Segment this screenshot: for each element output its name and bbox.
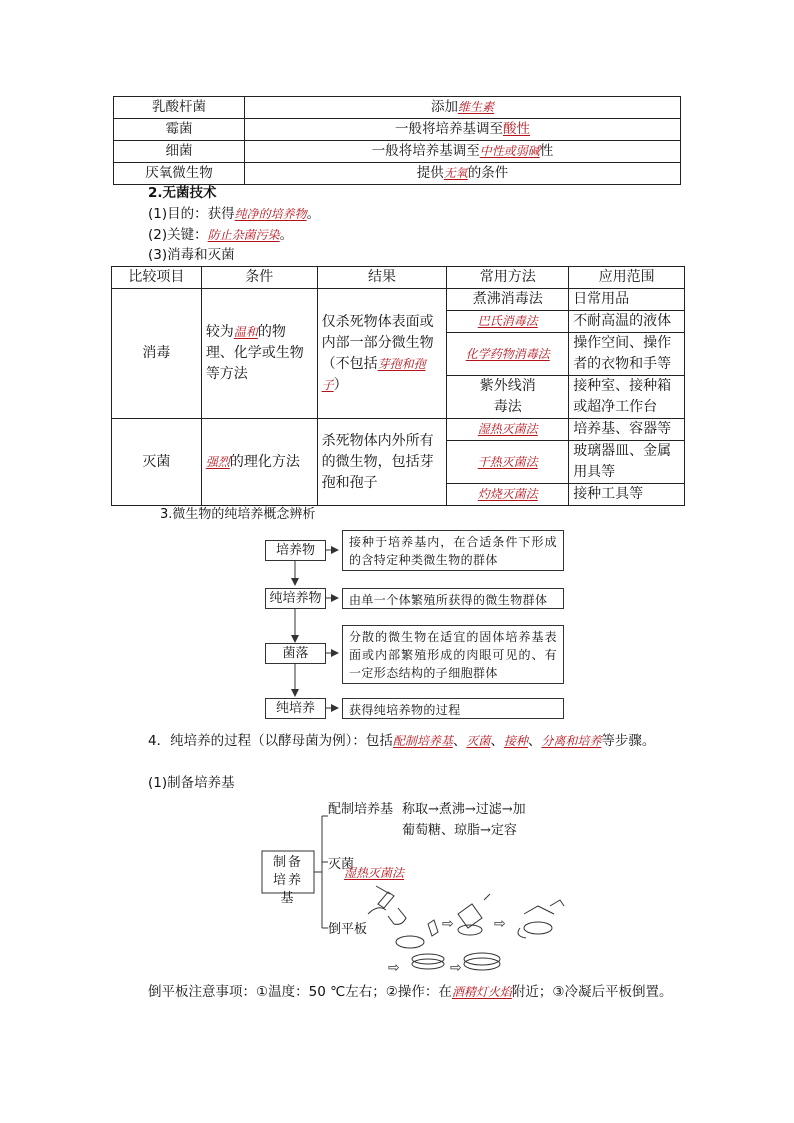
scope-cell: 接种室、接种箱或超净工作台	[569, 376, 685, 419]
method-cell: 湿热灭菌法	[447, 419, 569, 441]
table-row	[112, 289, 685, 311]
organism-cell: 霉菌	[114, 119, 245, 141]
result-cell: 仅杀死物体表面或内部一部分微生物（不包括芽孢和孢子）	[317, 289, 447, 419]
plating-notes: 倒平板注意事项：①温度：50 ℃左右；②操作：在酒精灯火焰附近；③冷凝后平板倒置。	[148, 984, 673, 1000]
term-box: 纯培养	[265, 698, 326, 719]
table-row	[114, 119, 681, 141]
table-header-row	[112, 267, 685, 289]
svg-text:⇨: ⇨	[442, 916, 454, 932]
requirement-cell: 一般将培养基调至酸性	[245, 119, 681, 141]
process-paragraph: 4．纯培养的过程（以酵母菌为例）：包括配制培养基、灭菌、接种、分离和培养等步骤。	[148, 733, 656, 749]
section-heading-concept: 3.微生物的纯培养概念辨析	[160, 507, 316, 522]
column-header: 条件	[201, 267, 317, 289]
term-box: 培养物	[265, 540, 326, 561]
column-header: 常用方法	[447, 267, 569, 289]
purpose-line: (1)目的：获得纯净的培养物。	[148, 206, 321, 222]
scope-cell: 玻璃器皿、金属用具等	[569, 441, 685, 484]
table-row	[112, 419, 685, 441]
method-cell: 紫外线消毒法	[447, 376, 569, 419]
root-node: 制备培养基	[272, 855, 303, 906]
condition-cell: 强烈的理化方法	[201, 419, 317, 506]
section-heading-sterile: 2.无菌技术	[148, 185, 217, 201]
result-cell: 杀死物体内外所有的微生物，包括芽孢和孢子	[317, 419, 447, 506]
definition-box: 分散的微生物在适宜的固体培养基表面或内部繁殖形成的肉眼可见的、有一定形态结构的子细胞群体	[342, 625, 564, 684]
column-header: 比较项目	[112, 267, 202, 289]
method-cell: 灼烧灭菌法	[447, 484, 569, 506]
method-cell: 干热灭菌法	[447, 441, 569, 484]
svg-text:⇨: ⇨	[388, 960, 400, 976]
medium-adjust-table	[113, 96, 681, 185]
scope-cell: 日常用品	[569, 289, 685, 311]
term-box: 纯培养物	[265, 588, 326, 609]
column-header: 结果	[317, 267, 447, 289]
subsection-title: (1)制备培养基	[148, 775, 235, 791]
requirement-cell: 一般将培养基调至中性或弱碱性	[245, 141, 681, 163]
scope-cell: 培养基、容器等	[569, 419, 685, 441]
svg-text:⇨: ⇨	[494, 916, 506, 932]
table-row	[114, 163, 681, 185]
requirement-cell: 提供无氧的条件	[245, 163, 681, 185]
organism-cell: 细菌	[114, 141, 245, 163]
table-row	[114, 141, 681, 163]
medium-preparation-diagram	[258, 796, 588, 981]
term-box: 菌落	[265, 643, 326, 664]
branch-label: 配制培养基	[328, 802, 394, 817]
item-cell: 消毒	[112, 289, 202, 419]
scope-cell: 不耐高温的液体	[569, 311, 685, 333]
requirement-cell: 添加维生素	[245, 97, 681, 119]
item-cell: 灭菌	[112, 419, 202, 506]
definition-box: 获得纯培养物的过程	[342, 698, 564, 719]
definition-box: 由单一个体繁殖所获得的微生物群体	[342, 588, 564, 609]
organism-cell: 厌氧微生物	[114, 163, 245, 185]
branch-label: 灭菌	[328, 857, 355, 872]
condition-cell: 较为温和的物理、化学或生物等方法	[201, 289, 317, 419]
subsection-title: (3)消毒和灭菌	[148, 247, 235, 263]
key-line: (2)关键：防止杂菌污染。	[148, 227, 294, 243]
method-cell: 化学药物消毒法	[447, 333, 569, 376]
column-header: 应用范围	[569, 267, 685, 289]
branch-method: 湿热灭菌法	[344, 866, 405, 880]
method-cell: 煮沸消毒法	[447, 289, 569, 311]
definition-box: 接种于培养基内，在合适条件下形成的含特定种类微生物的群体	[342, 530, 564, 571]
step-sequence: 葡萄糖、琼脂→定容	[402, 823, 517, 838]
concept-diagram	[260, 528, 570, 724]
organism-cell: 乳酸杆菌	[114, 97, 245, 119]
svg-text:⇨: ⇨	[450, 960, 462, 976]
branch-label: 倒平板	[328, 922, 368, 937]
step-sequence: 称取→煮沸→过滤→加	[402, 802, 526, 817]
method-cell: 巴氏消毒法	[447, 311, 569, 333]
scope-cell: 操作空间、操作者的衣物和手等	[569, 333, 685, 376]
scope-cell: 接种工具等	[569, 484, 685, 506]
disinfection-sterilization-table	[111, 266, 685, 506]
table-row	[114, 97, 681, 119]
